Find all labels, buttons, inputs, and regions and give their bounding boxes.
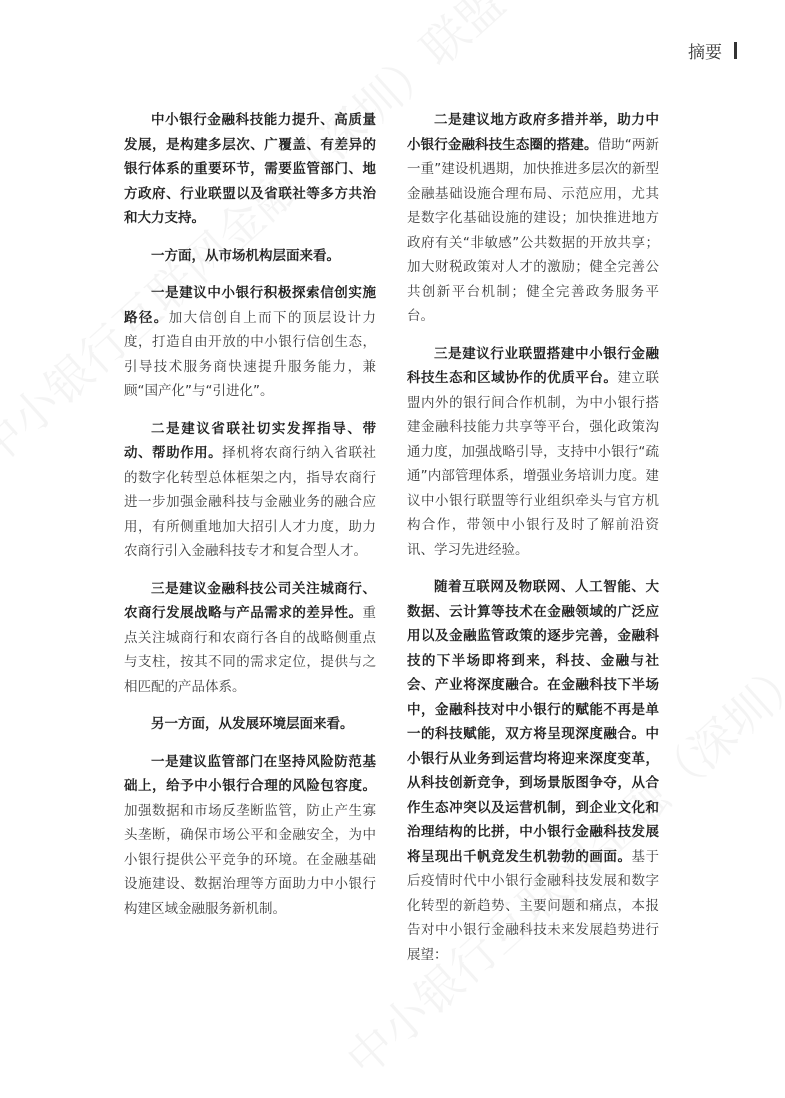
paragraph: 三是建议金融科技公司关注城商行、农商行发展战略与产品需求的差异性。重点关注城商行和农商行各自的战略侧重点与支柱，按其不同的需求定位，提供与之相匹配的产品体系。	[124, 580, 376, 695]
page-header	[688, 38, 737, 63]
paragraph: 三是建议行业联盟搭建中小银行金融科技生态和区域协作的优质平台。建立联盟内外的银行间合作机制，为中小银行搭建金融科技能力共享等平台，强化政策沟通力度，加强战略引导，支持中小银行“疏通”内部管理体系，增强业务培训力度。建议中小银行联盟等行业组织牵头与官方机构合作，带领中小银行及时了解前沿资讯、学习先进经验。	[407, 345, 660, 558]
section-title: 摘要	[688, 43, 722, 63]
left-column	[124, 108, 376, 934]
right-column	[407, 108, 659, 980]
paragraph: 一是建议监管部门在坚持风险防范基础上，给予中小银行合理的风险包容度。加强数据和市场反垄断监管，防止产生寡头垄断，确保市场公平和金融安全，为中小银行提供公平竞争的环境。在金融基础设施建设、数据治理等方面助力中小银行构建区域金融服务新机制。	[124, 753, 376, 917]
paragraph: 一方面，从市场机构层面来看。	[151, 247, 340, 264]
header-divider	[734, 42, 737, 59]
paragraph: 中小银行金融科技能力提升、高质量发展，是构建多层次、广覆盖、有差异的银行体系的重要环节，需要监管部门、地方政府、行业联盟以及省联社等多方共治和大力支持。	[124, 112, 376, 226]
paragraph: 二是建议地方政府多措并举，助力中小银行金融科技生态圈的搭建。借助“两新一重”建设机遇期，加快推进多层次的新型金融基础设施合理布局、示范应用，尤其是数字化基础设施的建设；加快推进地方政府有关“非敏感”公共数据的开放共享；加大财税政策对人才的激励；健全完善公共创新平台机制；健全完善政务服务平台。	[407, 112, 660, 324]
paragraph: 一是建议中小银行积极探索信创实施路径。加大信创自上而下的顶层设计力度，打造自由开放的中小银行信创生态，引导技术服务商快速提升服务能力，兼顾“国产化”与“引进化”。	[124, 285, 376, 399]
paragraph: 另一方面，从发展环境层面来看。	[151, 716, 354, 732]
paragraph: 随着互联网及物联网、人工智能、大数据、云计算等技术在金融领域的广泛应用以及金融监管政策的逐步完善，金融科技的下半场即将到来，科技、金融与社会、产业将深度融合。在金融科技下半场中，金融科技对中小银行的赋能不再是单一的科技赋能，双方将呈现深度融合。中小银行从业务到运营均将迎来深度变革，从科技创新竞争，到场景版图争夺，从合作生态冲突以及运营机制，到企业文化和治理结构的比拼，中小银行金融科技发展将呈现出千帆竞发生机勃勃的画面。基于后疫情时代中小银行金融科技发展和数字化转型的新趋势、主要问题和痛点，本报告对中小银行金融科技未来发展趋势进行展望：	[407, 579, 660, 963]
paragraph: 二是建议省联社切实发挥指导、带动、帮助作用。择机将农商行纳入省联社的数字化转型总体框架之内，指导农商行进一步加强金融科技与金融业务的融合应用，有所侧重地加大招引人才力度，助力农商行引入金融科技专才和复合型人才。	[124, 420, 377, 559]
